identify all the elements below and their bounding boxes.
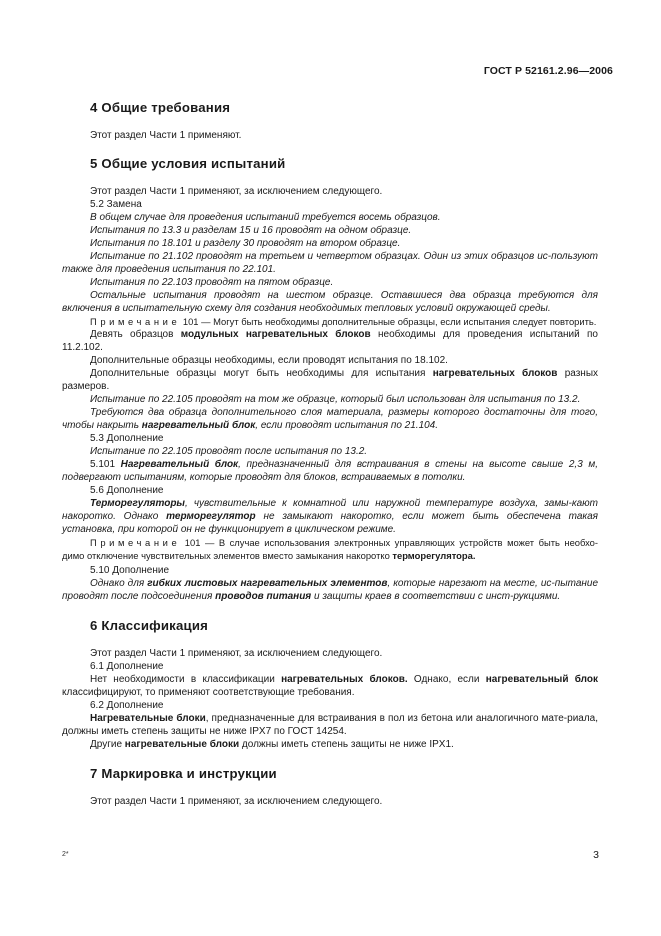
term-bold: Нагревательные блоки <box>90 713 206 724</box>
s5-additional-2 <box>62 367 598 393</box>
text-run: Девять образцов <box>90 329 181 340</box>
term-bold: терморегулятора. <box>392 550 476 561</box>
s6-2-heading: 6.2 Дополнение <box>90 700 164 711</box>
s5-3-line: Испытание по 22.105 проводят после испытания по 13.2. <box>90 446 368 457</box>
term-bold: терморегулятор <box>166 511 256 522</box>
term-bold: нагревательных блоков <box>432 368 558 379</box>
s5-2-line-3: Испытания по 18.101 и разделу 30 проводят на втором образце. <box>90 238 401 249</box>
text-run: классифицируют, то применяют соответствующие требования. <box>62 687 355 698</box>
note-label: Примечание <box>90 316 181 327</box>
term-bold: гибких листовых нагревательных элементов <box>147 578 388 589</box>
section-7-title: 7 Маркировка и инструкции <box>90 766 277 781</box>
term-bold: нагревательный блок <box>141 420 256 431</box>
term-bold: нагревательных блоков. <box>281 674 408 685</box>
document-code: ГОСТ Р 52161.2.96—2006 <box>483 65 613 77</box>
section-6-title: 6 Классификация <box>90 618 209 633</box>
text-run: Однако для <box>90 578 148 589</box>
s6-2-other <box>62 738 598 751</box>
text-run: , предназначенные для встраивания в пол из бетона или аналогичного мате-риала, должны иметь степень защиты не ниже IPX7 по ГОСТ 14254. <box>62 713 599 737</box>
s4-paragraph: Этот раздел Части 1 применяют. <box>90 130 242 141</box>
s7-intro: Этот раздел Части 1 применяют, за исключением следующего. <box>90 796 383 807</box>
note-text: 101 — Могут быть необходимы дополнительные образцы, если испытания следует повторить. <box>180 316 597 327</box>
s5-2-line-1: В общем случае для проведения испытаний требуется восемь образцов. <box>90 212 441 223</box>
term-bold: Терморегуляторы <box>90 498 185 509</box>
term-bold: нагревательные блоки <box>124 739 240 750</box>
s6-1-paragraph <box>62 673 598 699</box>
s5-6-heading: 5.6 Дополнение <box>90 485 164 496</box>
s5-10-paragraph <box>62 577 598 603</box>
note-label: Примечание <box>90 537 181 548</box>
s5-101-paragraph <box>62 458 598 484</box>
s6-intro: Этот раздел Части 1 применяют, за исключением следующего. <box>90 648 383 659</box>
signature-mark: 2* <box>62 851 69 858</box>
s5-note-2 <box>62 536 598 562</box>
text-run: , чувствительные к комнатной или наружной температуре воздуха, замы-кают накоротко. Однако <box>62 498 598 522</box>
s5-10-heading: 5.10 Дополнение <box>90 565 170 576</box>
term-bold: проводов питания <box>215 591 312 602</box>
s5-nine-samples <box>62 328 598 354</box>
text-run: , если проводят испытания по 21.104. <box>255 420 439 431</box>
text-run: , которые нарезают на месте, ис-пытание проводят после подсоединения <box>62 578 599 602</box>
page-content <box>62 93 598 808</box>
s5-2-line-6: Остальные испытания проводят на шестом образце. Оставшиеся два образца требуются для включения в испытательную схему для создания необходимых тепловых условий окружающей среды. <box>62 290 598 314</box>
note-text: 101 — В случае использования электронных управляющих устройств может быть необхо-димо отключение чувствительных элементов вместо замыкания накоротко <box>62 537 598 561</box>
s5-2-line-7: Испытание по 22.105 проводят на том же образце, который был использован для испытания по 13.2. <box>90 394 581 405</box>
s5-intro: Этот раздел Части 1 применяют, за исключением следующего. <box>90 186 383 197</box>
text-run: Другие <box>90 739 125 750</box>
text-run: должны иметь степень защиты не ниже IPX1. <box>239 739 454 750</box>
s5-note-1 <box>62 315 598 328</box>
clause-number: 5.101 <box>90 459 121 470</box>
text-run: необходимы для проведения испытаний по 11.2.102. <box>62 329 598 353</box>
s5-2-line-5: Испытания по 22.103 проводят на пятом образце. <box>90 277 334 288</box>
s5-additional-1: Дополнительные образцы необходимы, если проводят испытания по 18.102. <box>90 355 448 366</box>
s6-2-paragraph <box>62 712 598 738</box>
s5-3-heading: 5.3 Дополнение <box>90 433 164 444</box>
s6-1-heading: 6.1 Дополнение <box>90 661 164 672</box>
term-bold: Нагревательный блок <box>120 459 239 470</box>
section-4-title: 4 Общие требования <box>90 100 231 115</box>
text-run: Однако, если <box>407 674 486 685</box>
page-number: 3 <box>593 849 599 861</box>
text-run: Дополнительные образцы могут быть необходимы для испытания <box>90 368 433 379</box>
text-run: не замыкают накоротко, если может быть обеспечена такая установка, при которой он не функционирует в циклическом режиме. <box>62 511 598 535</box>
text-run: , предназначенный для встраивания в стены на высоте свыше 2,3 м, подвергают испытаниям, которые проводят для блоков, встраиваемых в потолки. <box>62 459 598 483</box>
s5-6-paragraph <box>62 497 598 536</box>
s5-2-line-2: Испытания по 13.3 и разделам 15 и 16 проводят на одном образце. <box>90 225 412 236</box>
s5-2-heading: 5.2 Замена <box>90 199 142 210</box>
text-run: и защиты краев в соответствии с инст-рукциями. <box>311 591 561 602</box>
section-5-title: 5 Общие условия испытаний <box>90 156 286 171</box>
text-run: Нет необходимости в классификации <box>90 674 282 685</box>
text-run: Требуются два образца дополнительного слоя материала, размеры которого достаточны для того, чтобы накрыть <box>62 407 598 431</box>
term-bold: нагревательный блок <box>485 674 599 685</box>
term-bold: модульных нагревательных блоков <box>180 329 371 340</box>
s5-2-line-8 <box>62 406 598 432</box>
s5-2-line-4: Испытание по 21.102 проводят на третьем и четвертом образцах. Один из этих образцов ис-пользуют также для проведения испытания по 22.101. <box>62 251 598 275</box>
text-run: разных размеров. <box>62 368 599 392</box>
